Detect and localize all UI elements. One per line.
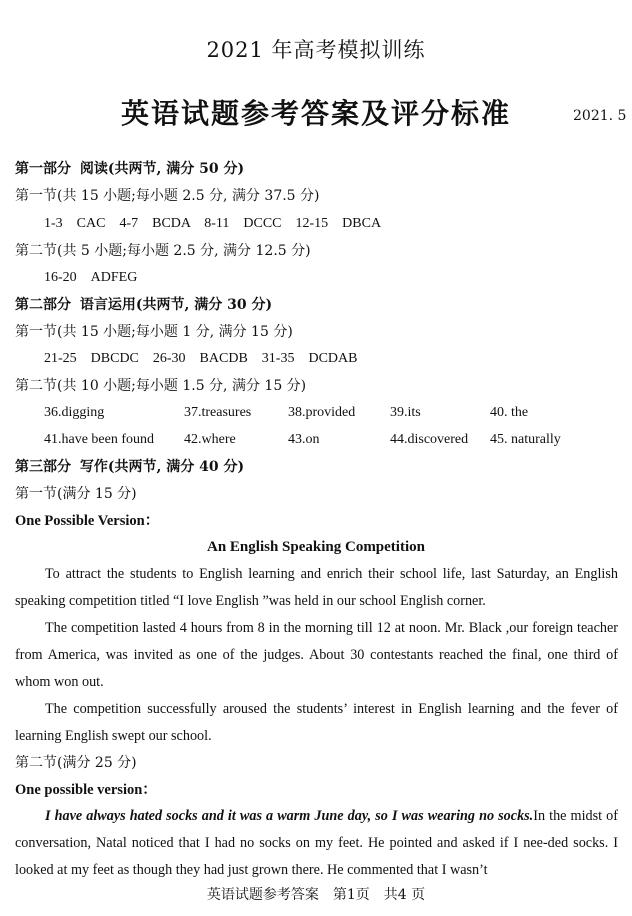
story-opening-sentence: I have always hated socks and it was a warm June day, so I was wearing no socks. (45, 808, 534, 824)
essay-title: An English Speaking Competition (207, 539, 425, 555)
exam-title: 2021 年高考模拟训练 (206, 38, 426, 62)
part1-section2-answers: 16-20 ADFEG (44, 270, 138, 285)
blank-answer: 43.on (288, 432, 320, 447)
part2-section1-answers: 21-25 DBCDC 26-30 BACDB 31-35 DCDAB (44, 351, 358, 366)
part3-section1-heading: 第一节(满分 15 分) (15, 486, 137, 502)
document-title: 英语试题参考答案及评分标准 (120, 97, 511, 130)
document-date: 2021. 5 (573, 108, 627, 124)
part3-title: 写作(共两节, 满分 40 分) (79, 459, 245, 475)
essay-paragraph (15, 561, 618, 615)
essay-paragraph-text: The competition successfully aroused the students’ interest in English learning and the fever of learning English swept our school. (15, 701, 618, 744)
part1-title: 阅读(共两节, 满分 50 分) (79, 161, 245, 177)
part1-heading (15, 160, 244, 178)
story-continuation: In the midst of conversation, Natal noticed that I had no socks on my feet. He pointed and asked if I nee-ded socks. I looked at my feet as though they had just grown there. He commented that I wasn’t (15, 808, 618, 878)
blank-answer: 41.have been found (44, 432, 155, 447)
essay-paragraph-text: The competition lasted 4 hours from 8 in the morning till 12 at noon. Mr. Black ,our foreign teacher from America, was invited as one of the judges. About 30 contestants reached the final, one third of whom won out. (15, 620, 618, 690)
blank-answer: 45. naturally (490, 432, 561, 447)
part3-label: 第三部分 (15, 459, 71, 475)
part2-label: 第二部分 (15, 297, 71, 313)
blank-answer: 39.its (390, 405, 421, 420)
part3-section2-heading: 第二节(满分 25 分) (15, 755, 137, 771)
part3-heading (15, 458, 244, 476)
page-footer: 英语试题参考答案 第1页 共4 页 (206, 887, 426, 903)
blank-answer: 42.where (184, 432, 236, 447)
essay-paragraph (15, 696, 618, 750)
part2-section1-heading: 第一节(共 15 小题;每小题 1 分, 满分 15 分) (15, 324, 293, 340)
blank-answer: 40. the (490, 405, 529, 420)
essay-paragraph-text: To attract the students to English learning and enrich their school life, last Saturday, an English speaking competition titled “I love English ”was held in our school English corner. (15, 566, 618, 609)
version-label: One Possible Version： (15, 513, 160, 529)
part2-section2-heading: 第二节(共 10 小题;每小题 1.5 分, 满分 15 分) (15, 378, 307, 394)
blank-answer: 44.discovered (390, 432, 469, 447)
blank-answer: 37.treasures (184, 405, 252, 420)
part1-label: 第一部分 (15, 161, 71, 177)
version-label: One possible version： (15, 782, 157, 798)
blank-answer: 38.provided (288, 405, 356, 420)
part2-heading (15, 296, 272, 314)
essay-paragraph (15, 615, 618, 696)
part2-title: 语言运用(共两节, 满分 30 分) (79, 297, 273, 313)
story-paragraph (15, 803, 618, 884)
blank-answer: 36.digging (44, 405, 105, 420)
part1-section2-heading: 第二节(共 5 小题;每小题 2.5 分, 满分 12.5 分) (15, 243, 311, 259)
part1-section1-answers: 1-3 CAC 4-7 BCDA 8-11 DCCC 12-15 DBCA (44, 216, 382, 231)
part1-section1-heading: 第一节(共 15 小题;每小题 2.5 分, 满分 37.5 分) (15, 188, 320, 204)
